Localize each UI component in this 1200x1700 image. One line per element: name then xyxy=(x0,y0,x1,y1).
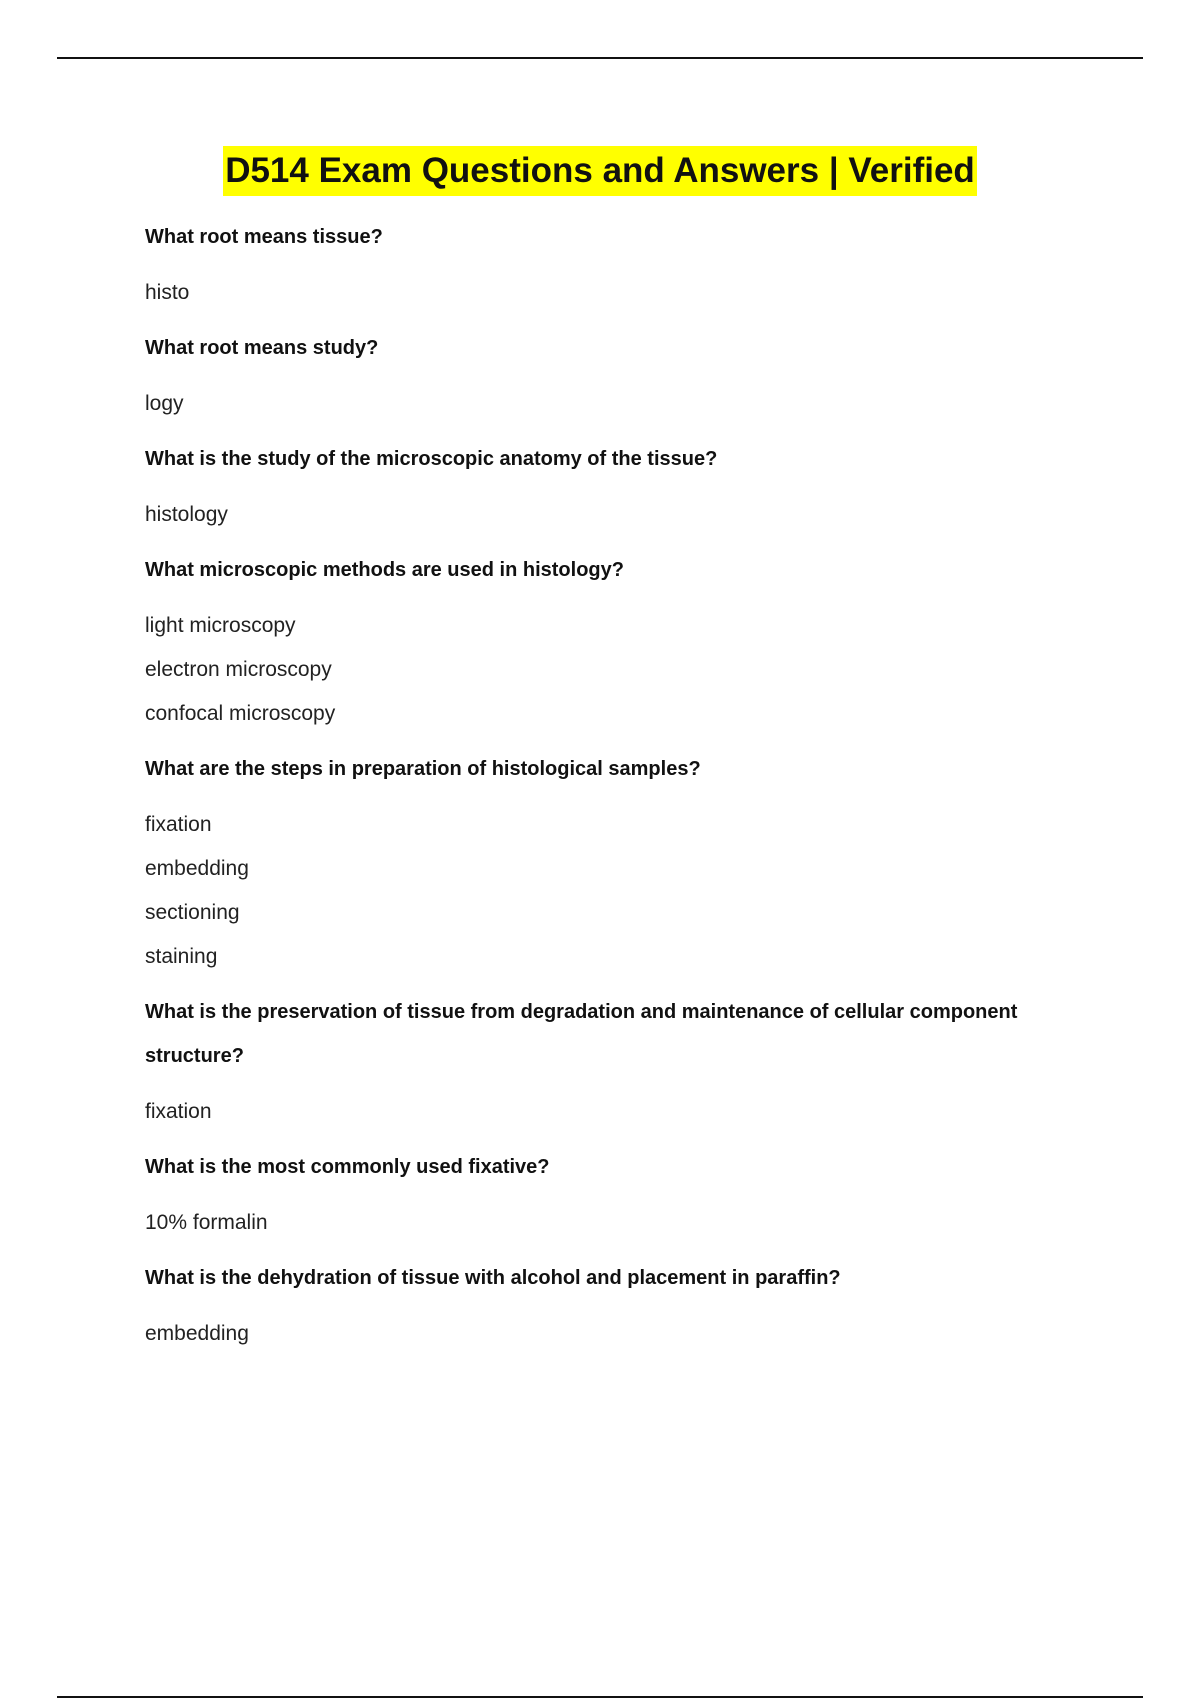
question: What root means tissue? xyxy=(145,226,383,248)
document-title: D514 Exam Questions and Answers | Verified xyxy=(223,146,977,196)
answer: light microscopy xyxy=(145,614,296,637)
answer: histo xyxy=(145,281,190,304)
question: What is the most commonly used fixative? xyxy=(145,1156,550,1178)
answer-list xyxy=(145,1305,1085,1362)
answer-list xyxy=(145,796,1085,985)
answer-list xyxy=(145,486,1085,543)
answer: logy xyxy=(145,392,184,415)
answer: staining xyxy=(145,945,218,968)
qa-item xyxy=(145,432,1085,543)
answer: fixation xyxy=(145,1100,212,1123)
answer: embedding xyxy=(145,857,249,880)
answer-list xyxy=(145,1083,1085,1140)
qa-item xyxy=(145,543,1085,742)
qa-item xyxy=(145,1251,1085,1362)
question: What is the study of the microscopic anatomy of the tissue? xyxy=(145,448,718,470)
answer: electron microscopy xyxy=(145,658,332,681)
answer: fixation xyxy=(145,813,212,836)
qa-list xyxy=(145,210,1085,1362)
question: What is the preservation of tissue from degradation and maintenance of cellular component structure? xyxy=(145,1001,1018,1067)
question: What microscopic methods are used in histology? xyxy=(145,559,624,581)
answer: histology xyxy=(145,503,228,526)
qa-item xyxy=(145,321,1085,432)
qa-item xyxy=(145,985,1085,1140)
qa-item xyxy=(145,210,1085,321)
answer: 10% formalin xyxy=(145,1211,268,1234)
answer-list xyxy=(145,1194,1085,1251)
question: What root means study? xyxy=(145,337,379,359)
footer-rule xyxy=(57,1696,1143,1698)
question: What are the steps in preparation of histological samples? xyxy=(145,758,701,780)
answer-list xyxy=(145,264,1085,321)
header-rule xyxy=(57,57,1143,59)
qa-item xyxy=(145,1140,1085,1251)
title-container xyxy=(0,146,1200,196)
answer: sectioning xyxy=(145,901,240,924)
answer-list xyxy=(145,375,1085,432)
answer: embedding xyxy=(145,1322,249,1345)
answer: confocal microscopy xyxy=(145,702,336,725)
answer-list xyxy=(145,597,1085,742)
qa-item xyxy=(145,742,1085,985)
question: What is the dehydration of tissue with alcohol and placement in paraffin? xyxy=(145,1267,841,1289)
